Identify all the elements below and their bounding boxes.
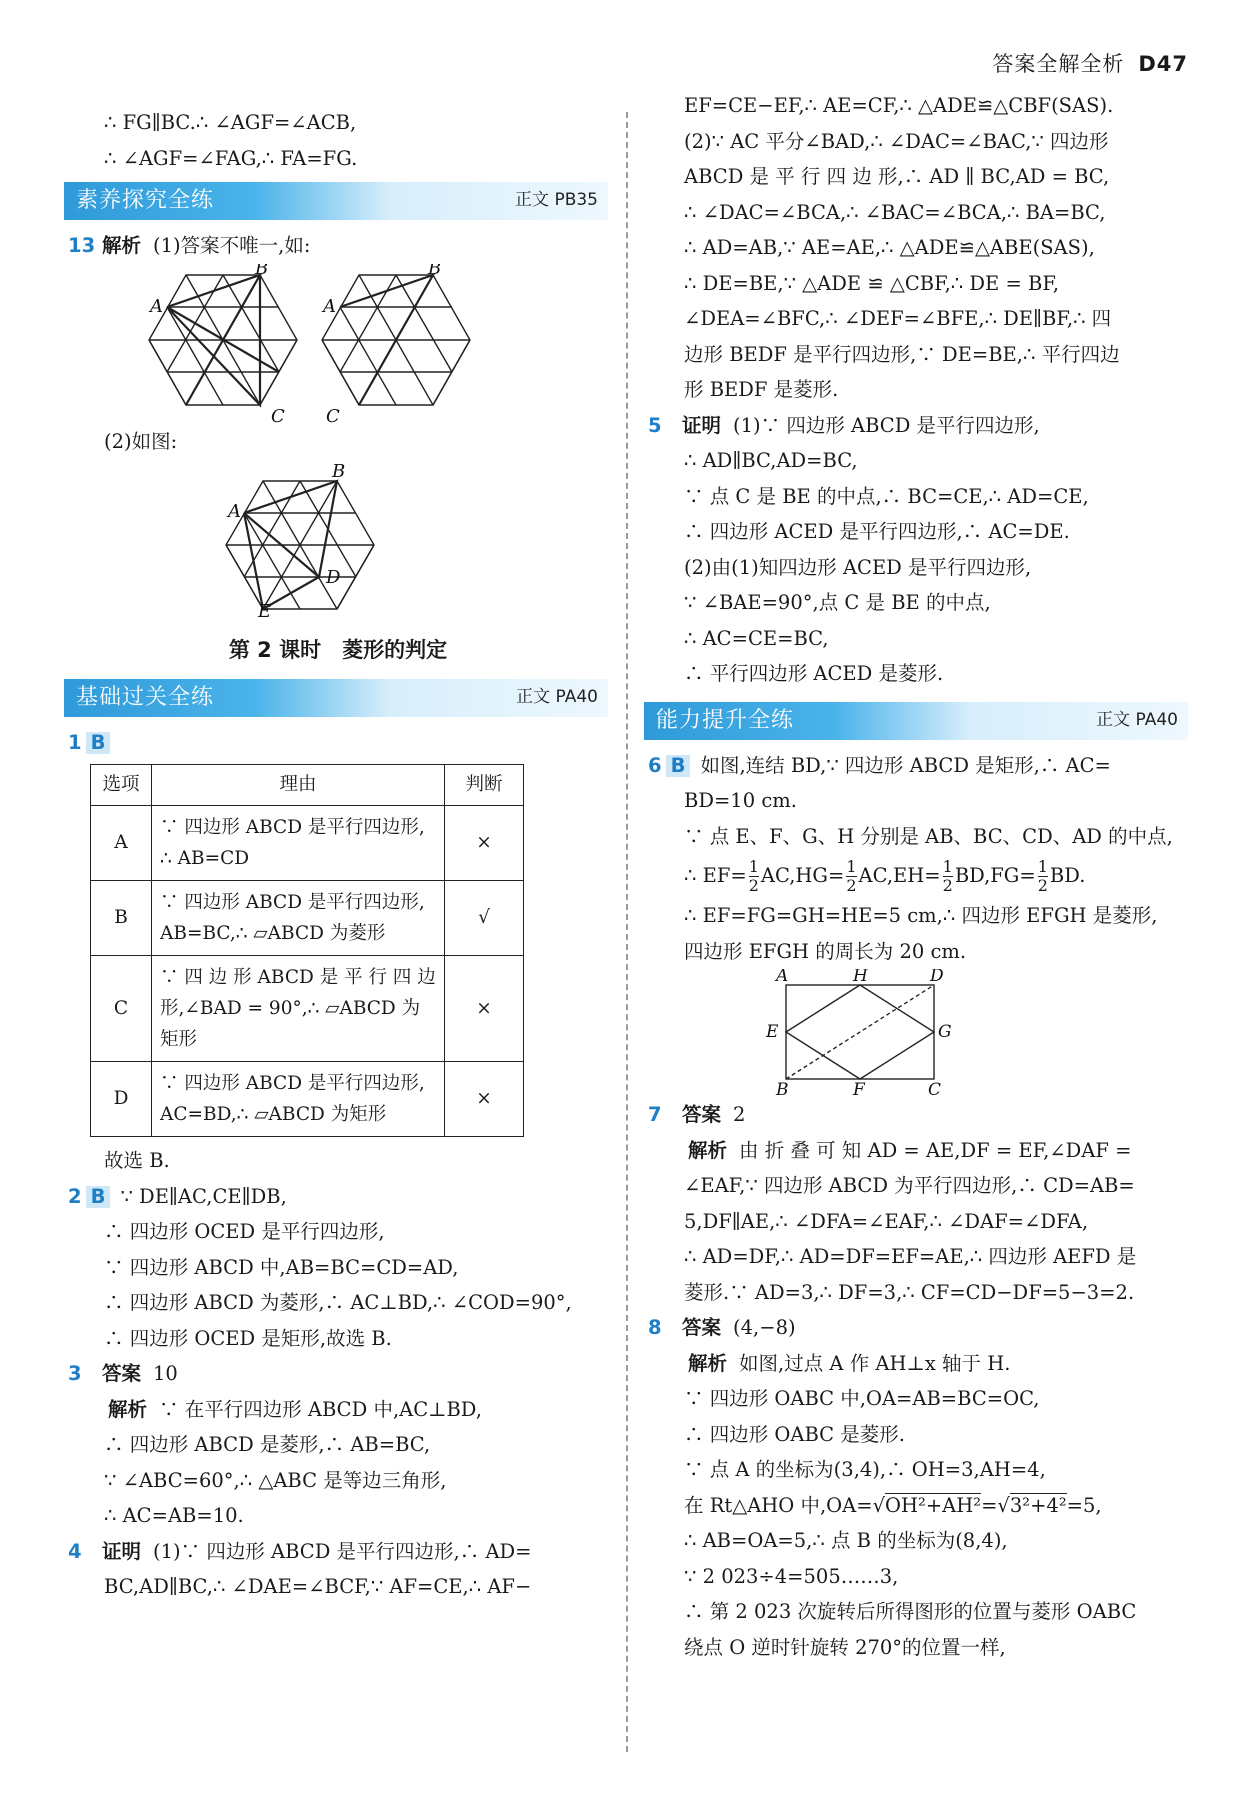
- judge-cell: √: [445, 881, 524, 956]
- rectangle-figure: [648, 969, 1188, 1097]
- option-cell: D: [91, 1062, 152, 1137]
- text-span: AC,EH=: [858, 864, 941, 887]
- label-c: C: [326, 405, 340, 424]
- text-line: ∴ ∠AGF=∠FAG,∴ FA=FG.: [104, 146, 358, 170]
- hexagon-figure-single: [68, 459, 608, 619]
- question-number: 1: [68, 730, 82, 754]
- text-line: 形 BEDF 是菱形.: [684, 378, 839, 401]
- answer-value: (4,−8): [733, 1316, 796, 1339]
- label-f: F: [853, 1080, 865, 1097]
- text-line: ∴ 平行四边形 ACED 是菱形.: [684, 662, 944, 685]
- radicand: 3²+4²: [1009, 1493, 1067, 1517]
- question-number: 3: [68, 1362, 82, 1385]
- option-cell: B: [91, 881, 152, 956]
- text-line: ∴ AD=DF,∴ AD=DF=EF=AE,∴ 四边形 AEFD 是: [684, 1245, 1137, 1268]
- text-span: BD.: [1049, 864, 1086, 887]
- numerator: 1: [846, 857, 857, 876]
- left-column: [68, 105, 608, 1605]
- option-cell: A: [91, 806, 152, 881]
- label-b: B: [776, 1080, 789, 1097]
- text-line: ∴ AB=OA=5,∴ 点 B 的坐标为(8,4),: [684, 1529, 1008, 1552]
- section-reference: 正文 PB35: [515, 190, 598, 211]
- numerator: 1: [748, 857, 759, 876]
- proof-tag: 证明: [682, 413, 722, 437]
- judge-cell: ×: [445, 956, 524, 1062]
- table-header: 理由: [152, 765, 445, 806]
- answer-value: 2: [733, 1103, 746, 1126]
- text-line: ABCD 是 平 行 四 边 形,∴ AD ∥ BC,AD = BC,: [684, 165, 1110, 188]
- column-divider: [626, 112, 628, 1752]
- section-header: [644, 702, 1188, 740]
- label-b: B: [332, 461, 346, 482]
- text-line: 5,DF∥AE,∴ ∠DFA=∠EAF,∴ ∠DAF=∠DFA,: [684, 1209, 1089, 1233]
- question-number: 4: [68, 1539, 82, 1563]
- question-8: [648, 1310, 1188, 1346]
- analysis-tag: 解析: [102, 234, 142, 257]
- text-span: ∵ 在平行四边形 ABCD 中,AC⊥BD,: [159, 1397, 482, 1421]
- denominator: 2: [846, 876, 857, 895]
- text-line: ∴ EF=FG=GH=HE=5 cm,∴ 四边形 EFGH 是菱形,: [684, 904, 1158, 927]
- label-g: G: [938, 1022, 952, 1042]
- text-line: BD=10 cm.: [684, 789, 797, 812]
- table-row: [91, 881, 524, 956]
- text-line: ∴ 四边形 ABCD 是菱形,∴ AB=BC,: [104, 1433, 431, 1456]
- question-7: [648, 1097, 1188, 1133]
- section-header: [64, 182, 608, 220]
- reason-line: ∴ AB=CD: [160, 848, 250, 869]
- text-line: ∵ 点 E、F、G、H 分别是 AB、BC、CD、AD 的中点,: [684, 824, 1173, 848]
- text-line: 边形 BEDF 是平行四边形,∵ DE=BE,∴ 平行四边: [684, 342, 1120, 366]
- text-line: [648, 1346, 1188, 1382]
- text-line: ∵ 四边形 ABCD 中,AB=BC=CD=AD,: [104, 1255, 459, 1279]
- fraction: [1038, 858, 1048, 895]
- judge-cell: ×: [445, 1062, 524, 1137]
- table-row: [91, 806, 524, 881]
- text-span: 在 Rt△AHO 中,OA=√: [684, 1493, 886, 1517]
- text-line: EF=CE−EF,∴ AE=CF,∴ △ADE≌△CBF(SAS).: [684, 94, 1114, 117]
- text-line: ∴ FG∥BC.∴ ∠AGF=∠ACB,: [104, 111, 357, 134]
- hexagon-grid-diagram: [68, 459, 608, 619]
- text-line: ∠DEA=∠BFC,∴ ∠DEF=∠BFE,∴ DE∥BF,∴ 四: [684, 307, 1112, 330]
- text-span: 如图,过点 A 作 AH⊥x 轴于 H.: [739, 1351, 1011, 1375]
- question-13: [68, 228, 608, 264]
- rhombus-in-rectangle-diagram: [648, 969, 1188, 1097]
- table-row: [91, 956, 524, 1062]
- judge-cell: ×: [445, 806, 524, 881]
- text-line: ∴ AD∥BC,AD=BC,: [684, 449, 858, 472]
- text-line: ∴ 四边形 OCED 是矩形,故选 B.: [104, 1326, 392, 1350]
- label-d: D: [326, 567, 341, 588]
- answer-tag: 答案: [102, 1362, 142, 1385]
- text-span: AC,HG=: [760, 864, 845, 887]
- label-d: D: [930, 969, 944, 986]
- table-row: [91, 1062, 524, 1137]
- text-span: =√: [981, 1493, 1010, 1517]
- text-line: ∴ 四边形 OCED 是平行四边形,: [104, 1220, 385, 1243]
- text-line: 四边形 EFGH 的周长为 20 cm.: [684, 939, 967, 963]
- text-line: ∵ ∠ABC=60°,∴ △ABC 是等边三角形,: [104, 1468, 447, 1492]
- label-c: C: [271, 405, 285, 424]
- label-a: A: [228, 501, 241, 522]
- header-title: 答案全解全析: [992, 52, 1125, 76]
- label-a: A: [150, 295, 163, 317]
- denominator: 2: [748, 876, 759, 895]
- question-number: 8: [648, 1316, 662, 1339]
- question-number: 13: [68, 234, 96, 257]
- fraction: [943, 858, 953, 895]
- reason-cell: [152, 1062, 445, 1137]
- reason-cell: [152, 806, 445, 881]
- label-b: B: [255, 263, 269, 279]
- question-5: [648, 408, 1188, 444]
- section-title: 能力提升全练: [656, 707, 795, 733]
- text-span: (1)∵ 四边形 ABCD 是平行四边形,: [733, 413, 1040, 437]
- text-line: ∴ DE=BE,∵ △ADE ≌ △CBF,∴ DE = BF,: [684, 271, 1060, 295]
- hexagon-grid-lines: [226, 481, 374, 609]
- reason-line: AB=BC,∴ ▱ABCD 为菱形: [160, 923, 386, 944]
- text-span: (1)∵ 四边形 ABCD 是平行四边形,∴ AD=: [153, 1539, 532, 1563]
- diagonal-bd: [786, 985, 934, 1079]
- question-number: 2: [68, 1184, 82, 1208]
- text-line: ∵ 点 A 的坐标为(3,4),∴ OH=3,AH=4,: [684, 1458, 1046, 1481]
- options-table: [90, 764, 524, 1137]
- question-4: [68, 1534, 608, 1570]
- lesson-title: 第 2 课时 菱形的判定: [228, 638, 448, 662]
- right-column: [648, 88, 1188, 1665]
- text-line: (2)如图:: [104, 429, 178, 453]
- text-line: 菱形.∵ AD=3,∴ DF=3,∴ CF=CD−DF=5−3=2.: [684, 1280, 1135, 1304]
- text-line: [648, 854, 1188, 898]
- reason-cell: [152, 881, 445, 956]
- text-span: ∴ EF=: [684, 864, 747, 887]
- question-1: [68, 725, 608, 761]
- table-header: 选项: [91, 765, 152, 806]
- analysis-tag: 解析: [688, 1138, 728, 1162]
- text-line: ∴ ∠DAC=∠BCA,∴ ∠BAC=∠BCA,∴ BA=BC,: [684, 200, 1106, 224]
- answer-box: B: [86, 732, 111, 754]
- reason-line: AC=BD,∴ ▱ABCD 为矩形: [160, 1104, 387, 1125]
- option-cell: C: [91, 956, 152, 1062]
- section-reference: 正文 PA40: [516, 686, 598, 707]
- label-a: A: [323, 295, 336, 317]
- answer-value: 10: [153, 1362, 178, 1385]
- question-6: [648, 748, 1188, 784]
- numerator: 1: [942, 857, 953, 876]
- label-e: E: [258, 601, 272, 619]
- reason-line: ∵ 四边形 ABCD 是平行四边形,: [160, 1073, 425, 1094]
- text-line: ∴ 四边形 ACED 是平行四边形,∴ AC=DE.: [684, 520, 1070, 543]
- numerator: 1: [1037, 857, 1048, 876]
- table-header-row: [91, 765, 524, 806]
- text-line: 故选 B.: [104, 1149, 170, 1172]
- text-line: ∵ 点 C 是 BE 的中点,∴ BC=CE,∴ AD=CE,: [684, 484, 1089, 508]
- proof-tag: 证明: [102, 1539, 142, 1563]
- question-number: 7: [648, 1103, 662, 1126]
- hexagon-grid-diagrams: [68, 264, 608, 424]
- reason-line: ∵ 四边形 ABCD 是平行四边形,: [160, 892, 425, 913]
- fraction: [749, 858, 759, 895]
- text-line: [648, 1133, 1188, 1169]
- answer-tag: 答案: [682, 1103, 722, 1126]
- text-line: ∵ DE∥AC,CE∥DB,: [120, 1184, 287, 1208]
- hexagon-figure-pair: [68, 264, 608, 424]
- denominator: 2: [1037, 876, 1048, 895]
- question-number: 5: [648, 413, 662, 437]
- reason-cell: [152, 956, 445, 1062]
- text-line: BC,AD∥BC,∴ ∠DAE=∠BCF,∵ AF=CE,∴ AF−: [104, 1575, 532, 1598]
- text-line: ∴ 第 2 023 次旋转后所得图形的位置与菱形 OABC: [684, 1600, 1137, 1623]
- label-b: B: [428, 263, 442, 279]
- answer-box: B: [666, 755, 691, 777]
- reason-line: 形,∠BAD = 90°,∴ ▱ABCD 为: [160, 998, 421, 1019]
- text-line: ∵ 四边形 OABC 中,OA=AB=BC=OC,: [684, 1387, 1040, 1410]
- answer-tag: 答案: [682, 1316, 722, 1339]
- page-header: [992, 48, 1188, 78]
- reason-line: ∵ 四边形 ABCD 是平行四边形,: [160, 817, 425, 838]
- label-h: H: [853, 969, 868, 986]
- text-line: ∴ AC=CE=BC,: [684, 626, 829, 650]
- analysis-tag: 解析: [108, 1397, 148, 1421]
- text-span: =5,: [1066, 1493, 1102, 1517]
- question-2: [68, 1179, 608, 1215]
- text-line: ∴ AC=AB=10.: [104, 1504, 244, 1527]
- denominator: 2: [942, 876, 953, 895]
- text-line: ∵ ∠BAE=90°,点 C 是 BE 的中点,: [684, 591, 991, 614]
- text-span: BD,FG=: [954, 864, 1036, 887]
- text-line: ∴ 四边形 ABCD 为菱形,∴ AC⊥BD,∴ ∠COD=90°,: [104, 1291, 572, 1314]
- text-line: (1)答案不唯一,如:: [153, 234, 311, 257]
- fraction: [846, 858, 856, 895]
- section-title: 基础过关全练: [76, 684, 215, 710]
- text-line: [68, 1392, 608, 1428]
- text-line: ∴ 四边形 OABC 是菱形.: [684, 1422, 905, 1446]
- question-3: [68, 1356, 608, 1392]
- section-title: 素养探究全练: [76, 188, 215, 214]
- table-header: 判断: [445, 765, 524, 806]
- text-line: 绕点 O 逆时针旋转 270°的位置一样,: [684, 1635, 1006, 1659]
- section-header: [64, 679, 608, 717]
- label-e: E: [766, 1022, 779, 1042]
- text-line: [648, 1488, 1188, 1524]
- text-span: 由 折 叠 可 知 AD = AE,DF = EF,∠DAF =: [739, 1138, 1132, 1162]
- text-line: (2)由(1)知四边形 ACED 是平行四边形,: [684, 555, 1032, 579]
- text-line: ∵ 2 023÷4=505……3,: [684, 1564, 899, 1588]
- analysis-tag: 解析: [688, 1351, 728, 1375]
- text-span: 如图,连结 BD,∵ 四边形 ABCD 是矩形,∴ AC=: [700, 753, 1111, 777]
- label-c: C: [928, 1080, 942, 1097]
- page-number: D47: [1138, 52, 1188, 76]
- reason-line: ∵ 四 边 形 ABCD 是 平 行 四 边: [160, 967, 436, 988]
- answer-box: B: [86, 1186, 111, 1208]
- section-reference: 正文 PA40: [1096, 709, 1178, 730]
- question-number: 6: [648, 753, 662, 777]
- label-a: A: [776, 969, 789, 986]
- text-line: ∠EAF,∵ 四边形 ABCD 为平行四边形,∴ CD=AB=: [684, 1174, 1135, 1197]
- text-line: (2)∵ AC 平分∠BAD,∴ ∠DAC=∠BAC,∵ 四边形: [684, 129, 1109, 153]
- radicand: OH²+AH²: [885, 1493, 982, 1517]
- reason-line: 矩形: [160, 1029, 198, 1050]
- text-line: ∴ AD=AB,∵ AE=AE,∴ △ADE≌△ABE(SAS),: [684, 236, 1095, 259]
